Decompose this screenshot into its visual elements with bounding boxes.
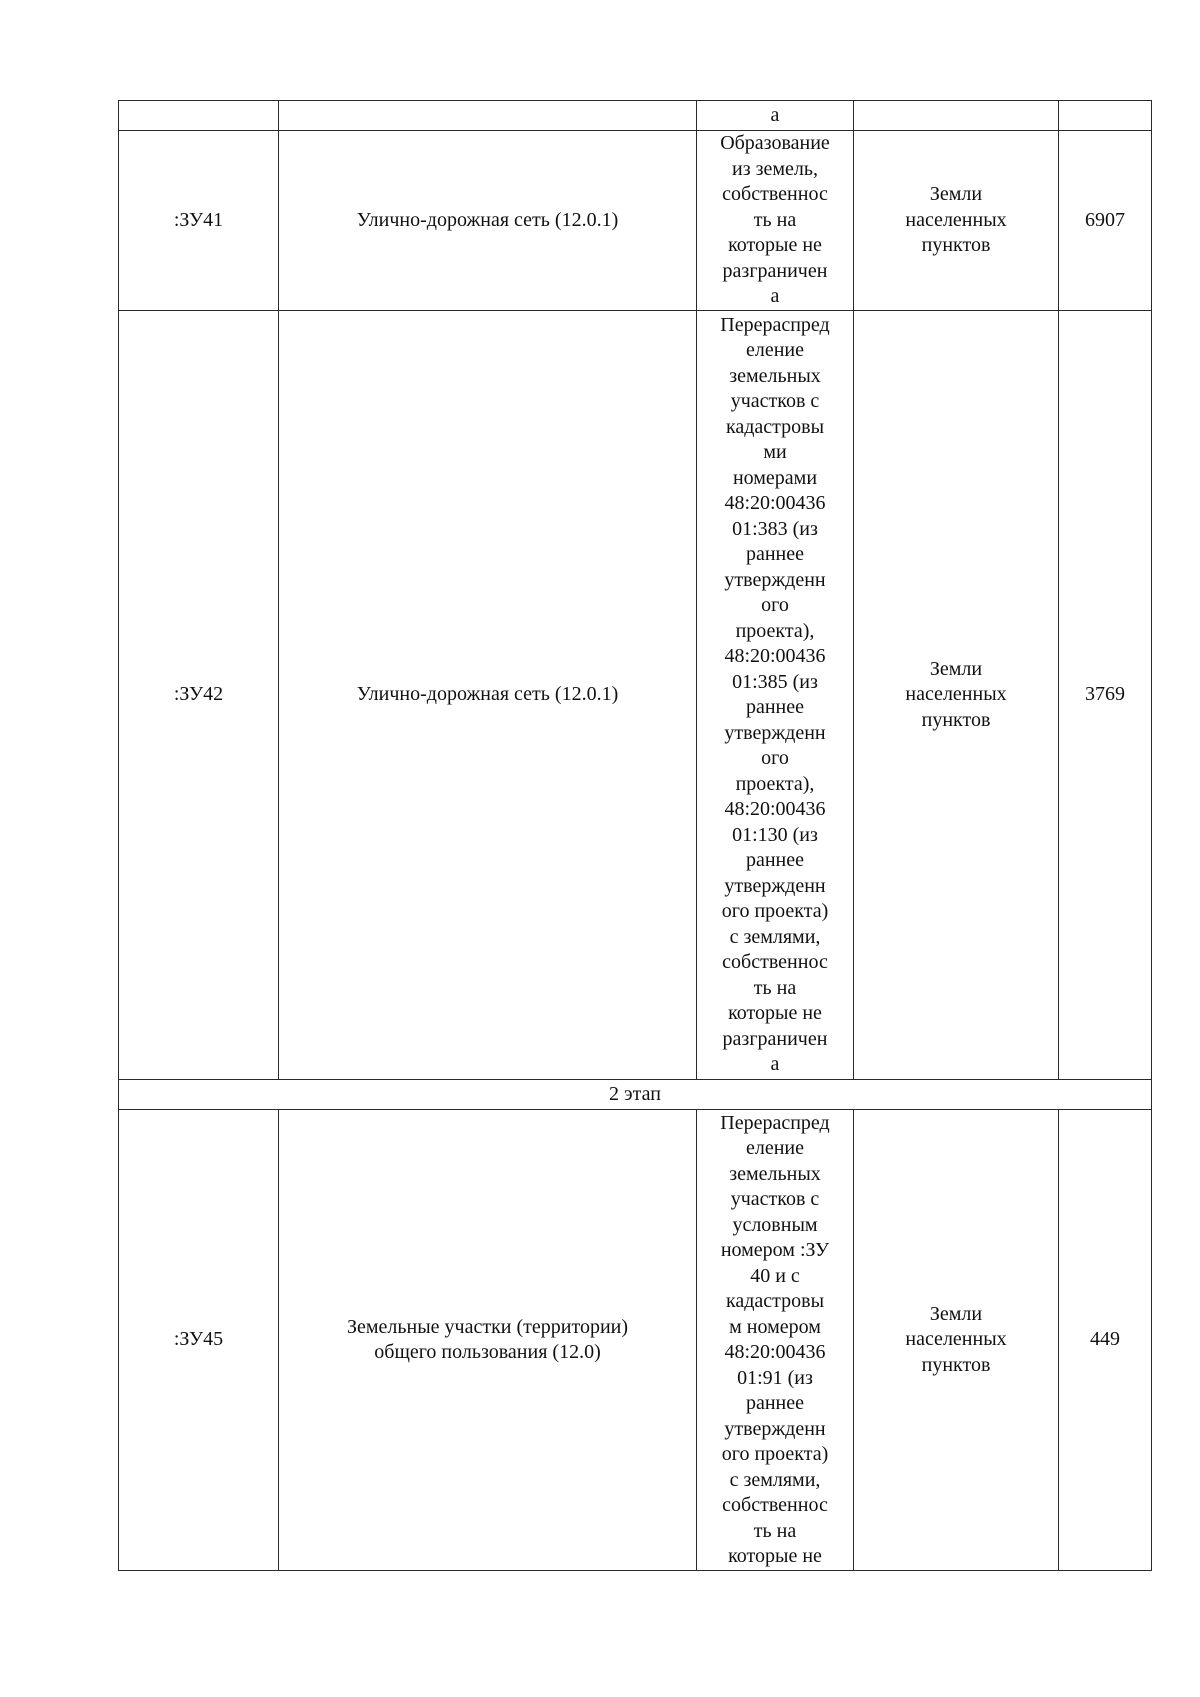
category-text: Земли населенных пунктов [905, 1302, 1007, 1376]
table-row [119, 131, 1152, 311]
cell-name [279, 1110, 697, 1571]
table-row-continuation [119, 101, 1152, 131]
cell-id [119, 101, 279, 131]
cell-category [854, 131, 1059, 311]
table-row [119, 311, 1152, 1080]
cell-category [854, 101, 1059, 131]
cell-name [279, 101, 697, 131]
cell-area: 3769 [1059, 311, 1152, 1080]
basis-text: Перераспред еление земельных участков с кадастровы ми номерами 48:20:00436 01:383 (из раннее утвержденн ого проекта), 48:20:00436 01:385 (из раннее утвержденн ого проекта), 48:20:00436 01:130 (из раннее утвержденн ого проекта) с землями, собственнос ть на которые не разграничен а [720, 313, 830, 1075]
name-text: Улично-дорожная сеть (12.0.1) [356, 208, 619, 231]
cell-area: 6907 [1059, 131, 1152, 311]
cell-name [279, 131, 697, 311]
land-plots-table [118, 100, 1152, 1571]
table-row [119, 1110, 1152, 1571]
cell-id: :ЗУ41 [119, 131, 279, 311]
cell-basis [697, 131, 854, 311]
cell-basis [697, 311, 854, 1080]
stage-header-row [119, 1080, 1152, 1110]
cell-area: 449 [1059, 1110, 1152, 1571]
name-text: Земельные участки (территории) общего пользования (12.0) [346, 1315, 629, 1363]
cell-area [1059, 101, 1152, 131]
category-text: Земли населенных пунктов [905, 183, 1007, 257]
cell-basis: а [697, 101, 854, 131]
cell-name [279, 311, 697, 1080]
cell-basis [697, 1110, 854, 1571]
basis-text: Перераспред еление земельных участков с условным номером :ЗУ 40 и с кадастровы м номером 48:20:00436 01:91 (из раннее утвержденн ого проекта) с землями, собственнос ть на которые не [720, 1111, 830, 1567]
cell-category [854, 311, 1059, 1080]
cell-id: :ЗУ45 [119, 1110, 279, 1571]
name-text: Улично-дорожная сеть (12.0.1) [356, 683, 619, 706]
category-text: Земли населенных пунктов [905, 657, 1007, 731]
basis-text: Образование из земель, собственнос ть на которые не разграничен а [720, 132, 830, 308]
stage-label: 2 этап [119, 1080, 1152, 1110]
cell-category [854, 1110, 1059, 1571]
cell-id: :ЗУ42 [119, 311, 279, 1080]
